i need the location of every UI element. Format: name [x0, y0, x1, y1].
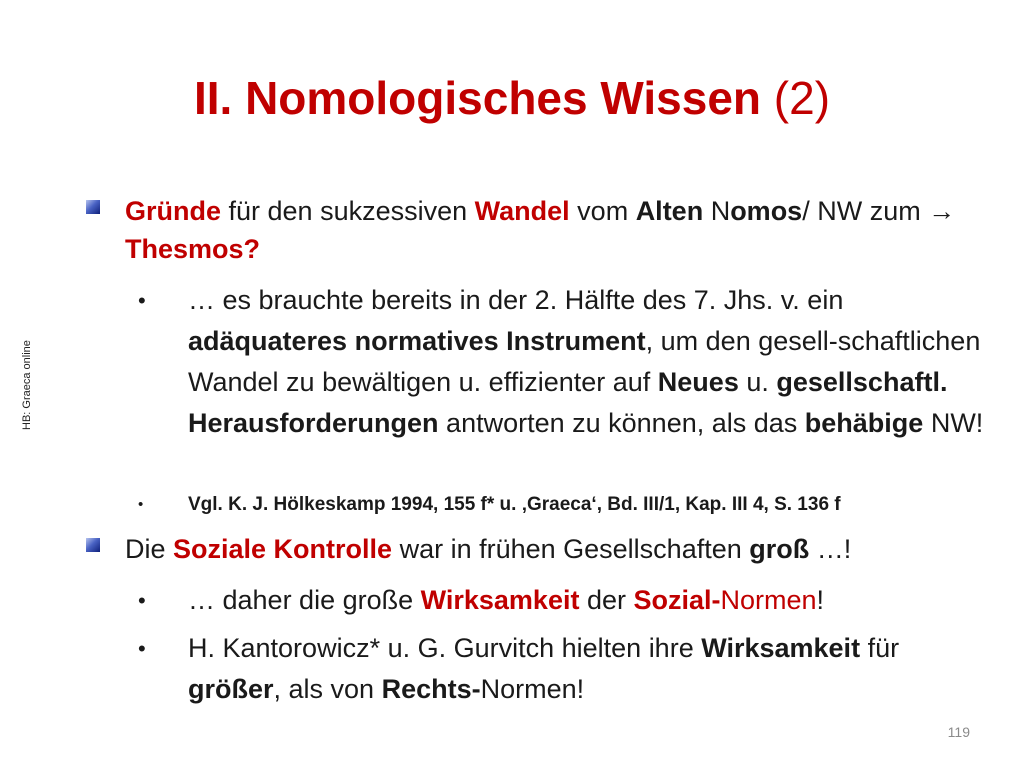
text-run: … daher die große — [188, 585, 421, 615]
text-run: behäbige — [804, 408, 924, 438]
text-run: …! — [809, 534, 852, 564]
text-run: Soziale Kontrolle — [173, 534, 393, 564]
round-bullet-icon: • — [138, 588, 146, 613]
text-run: groß — [749, 534, 810, 564]
text-run: / NW zum → — [802, 196, 956, 226]
square-bullet-icon — [86, 200, 100, 214]
text-run: Wirksamkeit — [701, 633, 861, 663]
text-run: Gründe — [125, 196, 222, 226]
round-bullet-icon: • — [138, 496, 144, 513]
text-run: N — [703, 196, 731, 226]
text-run: , um den gesell-schaftlichen Wandel zu bewältigen u. effizienter auf — [188, 326, 981, 397]
text-run: ! — [816, 585, 825, 615]
text-run: größer — [188, 674, 274, 704]
point-1 — [125, 192, 975, 268]
text-run: , als von — [273, 674, 382, 704]
text-run: Wandel — [474, 196, 570, 226]
square-bullet-icon — [86, 538, 100, 552]
text-run: omos — [730, 196, 803, 226]
point-2 — [125, 530, 975, 568]
point-2-sub-1 — [188, 580, 988, 621]
text-run: gesellschaftl. Herausforderungen — [188, 367, 948, 438]
text-run: Alten — [635, 196, 704, 226]
point-1-sub-1 — [188, 280, 988, 444]
text-run: für den sukzessiven — [221, 196, 475, 226]
round-bullet-icon: • — [138, 288, 146, 313]
point-2-sub-2 — [188, 628, 988, 710]
text-run: der — [579, 585, 634, 615]
text-run: Die — [125, 534, 174, 564]
text-run: Normen — [720, 585, 817, 615]
side-credit-label: HB: Graeca online — [21, 340, 33, 430]
slide-number: 119 — [947, 724, 970, 740]
text-run: Rechts- — [381, 674, 481, 704]
text-run: H. Kantorowicz* u. G. Gurvitch hielten ihre — [188, 633, 702, 663]
text-run: u. — [738, 367, 777, 397]
text-run: für — [860, 633, 900, 663]
text-run: Sozial- — [633, 585, 721, 615]
text-run: Neues — [657, 367, 739, 397]
text-run: adäquateres normatives Instrument — [188, 326, 646, 356]
text-run: war in frühen Gesellschaften — [392, 534, 750, 564]
title-paren: (2) — [773, 72, 831, 124]
text-run: vom — [569, 196, 636, 226]
text-run: Thesmos? — [125, 234, 261, 264]
text-run: Normen! — [480, 674, 585, 704]
text-run: Vgl. K. J. Hölkeskamp 1994, 155 f* u. ‚Graeca‘, Bd. III/1, Kap. III 4, S. 136 f — [188, 494, 841, 515]
text-run: antworten zu können, als das — [438, 408, 805, 438]
text-run: … es brauchte bereits in der 2. Hälfte des 7. Jhs. v. ein — [188, 285, 844, 315]
text-run: Wirksamkeit — [420, 585, 580, 615]
text-run: NW! — [923, 408, 984, 438]
round-bullet-icon: • — [138, 636, 146, 661]
title-main: II. Nomologisches Wissen — [193, 72, 762, 124]
point-1-sub-2 — [188, 492, 988, 518]
